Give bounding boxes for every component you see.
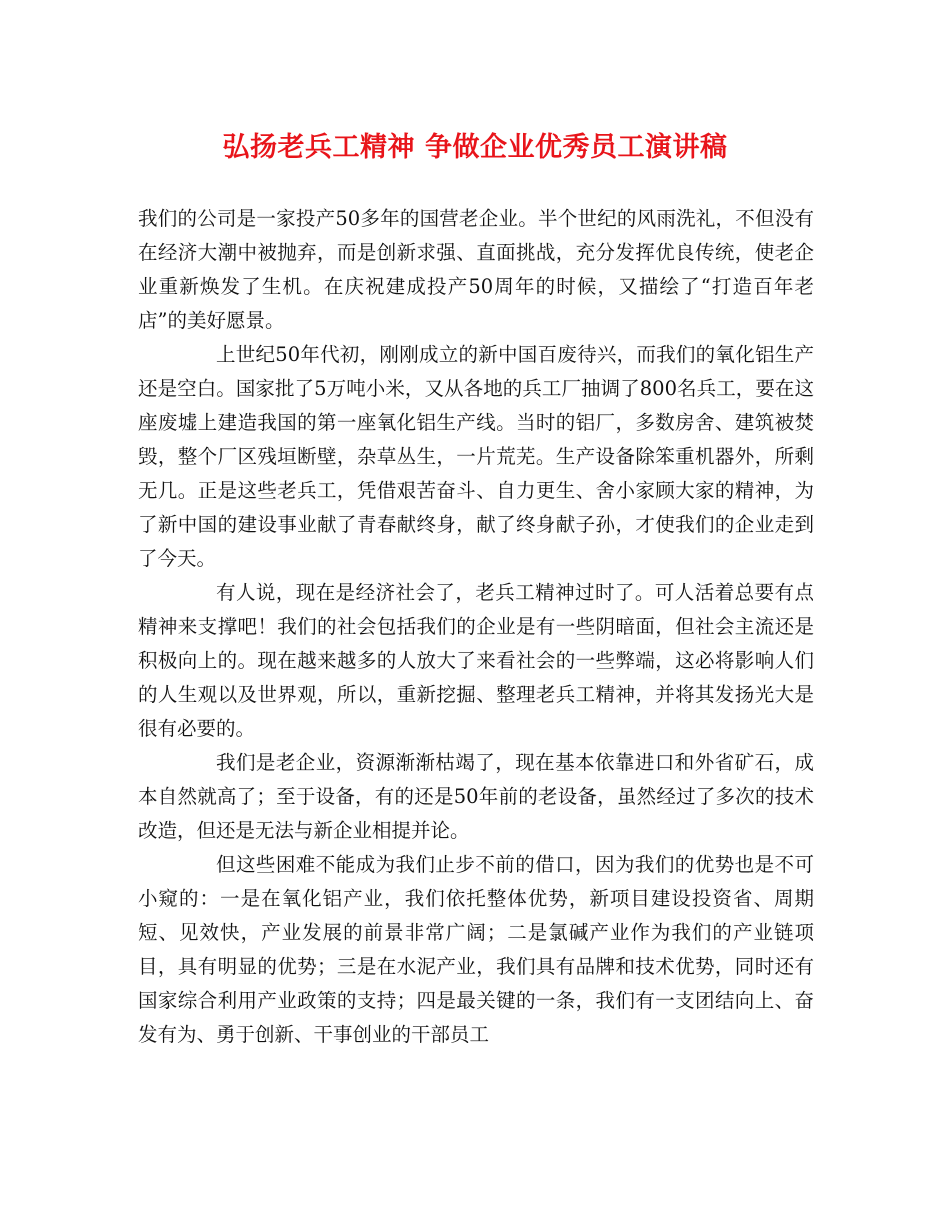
document-title: 弘扬老兵工精神 争做企业优秀员工演讲稿 [222,132,728,163]
paragraph-3: 有人说，现在是经济社会了，老兵工精神过时了。可人活着总要有点精神来支撑吧！我们的社会包括我们的企业是有一些阴暗面，但社会主流还是积极向上的。现在越来越多的人放大了来看社会的一些弊端，这必将影响人们的人生观以及世界观，所以，重新挖掘、整理老兵工精神，并将其发扬光大是很有必要的。 [138,581,814,740]
paragraph-1: 我们的公司是一家投产50多年的国营老企业。半个世纪的风雨洗礼，不但没有在经济大潮中被抛弃，而是创新求强、直面挑战，充分发挥优良传统，使老企业重新焕发了生机。在庆祝建成投产50周年的时候，又描绘了“打造百年老店”的美好愿景。 [138,207,814,332]
paragraph-5: 但这些困难不能成为我们止步不前的借口，因为我们的优势也是不可小窥的：一是在氧化铝产业，我们依托整体优势，新项目建设投资省、周期短、见效快，产业发展的前景非常广阔；二是氯碱产业作为我们的产业链项目，具有明显的优势；三是在水泥产业，我们具有品牌和技术优势，同时还有国家综合利用产业政策的支持；四是最关键的一条，我们有一支团结向上、奋发有为、勇于创新、干事创业的干部员工 [138,853,814,1046]
document-body [138,202,814,1052]
paragraph-4: 我们是老企业，资源渐渐枯竭了，现在基本依靠进口和外省矿石，成本自然就高了；至于设备，有的还是50年前的老设备，虽然经过了多次的技术改造，但还是无法与新企业相提并论。 [138,751,814,842]
paragraph-2: 上世纪50年代初，刚刚成立的新中国百废待兴，而我们的氧化铝生产还是空白。国家批了5万吨小米，又从各地的兵工厂抽调了800名兵工，要在这座废墟上建造我国的第一座氧化铝生产线。当时的铝厂，多数房舍、建筑被焚毁，整个厂区残垣断壁，杂草丛生，一片荒芜。生产设备除笨重机器外，所剩无几。正是这些老兵工，凭借艰苦奋斗、自力更生、舍小家顾大家的精神，为了新中国的建设事业献了青春献终身，献了终身献子孙，才使我们的企业走到了今天。 [138,343,814,570]
